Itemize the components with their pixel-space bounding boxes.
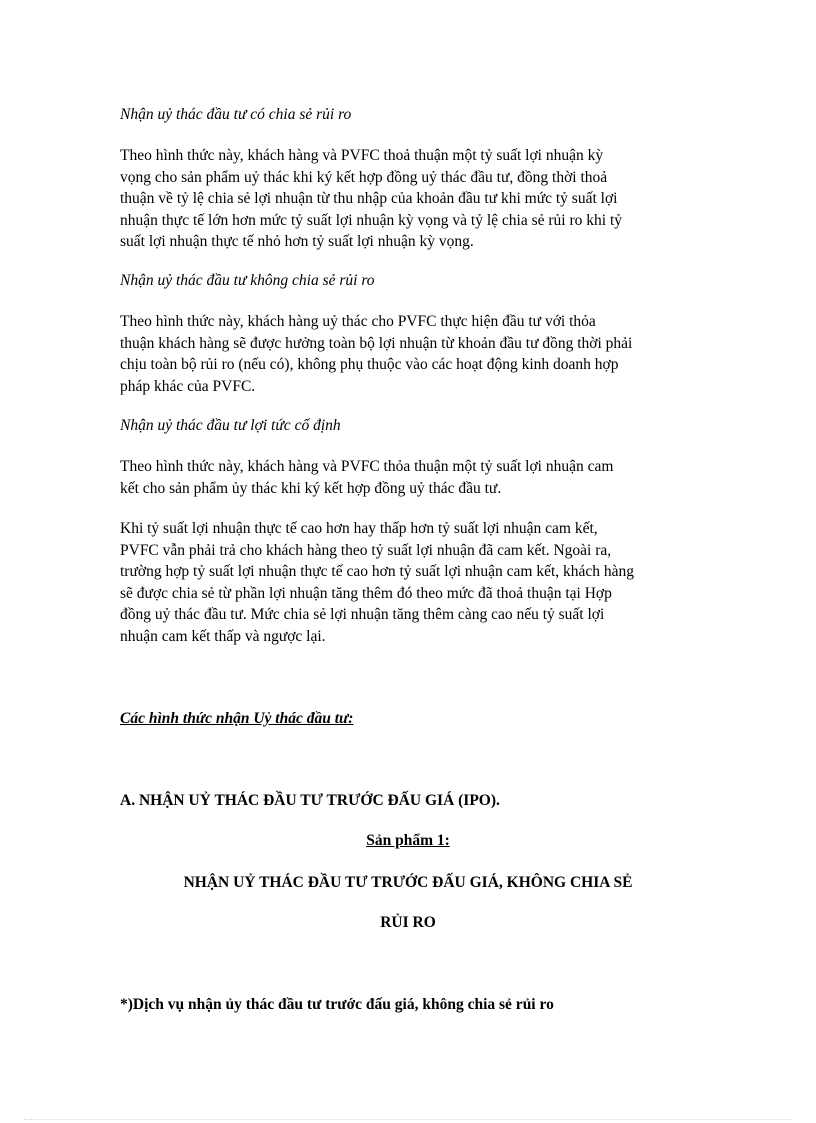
paragraph-line: Khi tỷ suất lợi nhuận thực tế cao hơn hay thấp hơn tỷ suất lợi nhuận cam kết, (120, 520, 598, 537)
paragraph-line: suất lợi nhuận thực tế nhỏ hơn tỷ suất lợi nhuận kỳ vọng. (120, 233, 474, 250)
paragraph-line: nhuận thực tế lớn hơn mức tỷ suất lợi nhuận kỳ vọng và tỷ lệ chia sẻ rủi ro khi tỷ (120, 211, 622, 229)
section-a-title: A. NHẬN UỶ THÁC ĐẦU TƯ TRƯỚC ĐẤU GIÁ (IPO). (120, 792, 500, 809)
paragraph-line: nhuận cam kết thấp và ngược lại. (120, 627, 326, 645)
paragraph-line: vọng cho sản phẩm uỷ thác khi ký kết hợp đồng uỷ thác đầu tư, đồng thời thoả (120, 168, 608, 186)
forms-heading: Các hình thức nhận Uỷ thác đầu tư: (120, 710, 354, 727)
paragraph-line: Theo hình thức này, khách hàng và PVFC thoả thuận một tỷ suất lợi nhuận kỳ (120, 147, 604, 164)
paragraph-risk-sharing (120, 145, 700, 253)
product-title-line2: RỦI RO (380, 914, 436, 931)
section-heading-no-risk-sharing: Nhận uỷ thác đầu tư không chia sẻ rủi ro (120, 272, 375, 289)
service-description: *)Dịch vụ nhận ủy thác đầu tư trước đấu giá, không chia sẻ rủi ro (120, 996, 554, 1013)
section-heading-fixed-return: Nhận uỷ thác đầu tư lợi tức cố định (120, 417, 341, 434)
paragraph-fixed-return-detail (120, 518, 700, 647)
page-bottom-divider (24, 1119, 792, 1120)
section-heading-risk-sharing: Nhận uỷ thác đầu tư có chia sẻ rủi ro (120, 106, 352, 123)
paragraph-line: thuận về tỷ lệ chia sẻ lợi nhuận từ thu nhập của khoản đầu tư khi mức tỷ suất lợi (120, 190, 618, 207)
paragraph-line: Theo hình thức này, khách hàng uỷ thác cho PVFC thực hiện đầu tư với thỏa (120, 313, 596, 330)
paragraph-fixed-return (120, 456, 700, 499)
paragraph-line: pháp khác của PVFC. (120, 377, 256, 395)
paragraph-line: thuận khách hàng sẽ được hưởng toàn bộ lợi nhuận từ khoản đầu tư đồng thời phải (120, 334, 633, 352)
paragraph-line: chịu toàn bộ rủi ro (nếu có), không phụ thuộc vào các hoạt động kinh doanh hợp (120, 356, 619, 373)
paragraph-line: sẽ được chia sẻ từ phần lợi nhuận tăng thêm đó theo mức đã thoả thuận tại Hợp (120, 584, 612, 602)
paragraph-line: PVFC vẫn phải trả cho khách hàng theo tỷ suất lợi nhuận đã cam kết. Ngoài ra, (120, 541, 612, 559)
product-title-line1: NHẬN UỶ THÁC ĐẦU TƯ TRƯỚC ĐẤU GIÁ, KHÔNG CHIA SẺ (183, 874, 633, 891)
paragraph-no-risk-sharing (120, 311, 700, 397)
paragraph-line: Theo hình thức này, khách hàng và PVFC thỏa thuận một tỷ suất lợi nhuận cam (120, 458, 614, 475)
paragraph-line: trường hợp tỷ suất lợi nhuận thực tế cao hơn tỷ suất lợi nhuận cam kết, khách hàng (120, 563, 635, 580)
paragraph-line: kết cho sản phẩm ủy thác khi ký kết hợp đồng uỷ thác đầu tư. (120, 479, 502, 497)
paragraph-line: đồng uỷ thác đầu tư. Mức chia sẻ lợi nhuận tăng thêm càng cao nếu tỷ suất lợi (120, 606, 605, 623)
product-label: Sản phẩm 1: (366, 832, 450, 849)
